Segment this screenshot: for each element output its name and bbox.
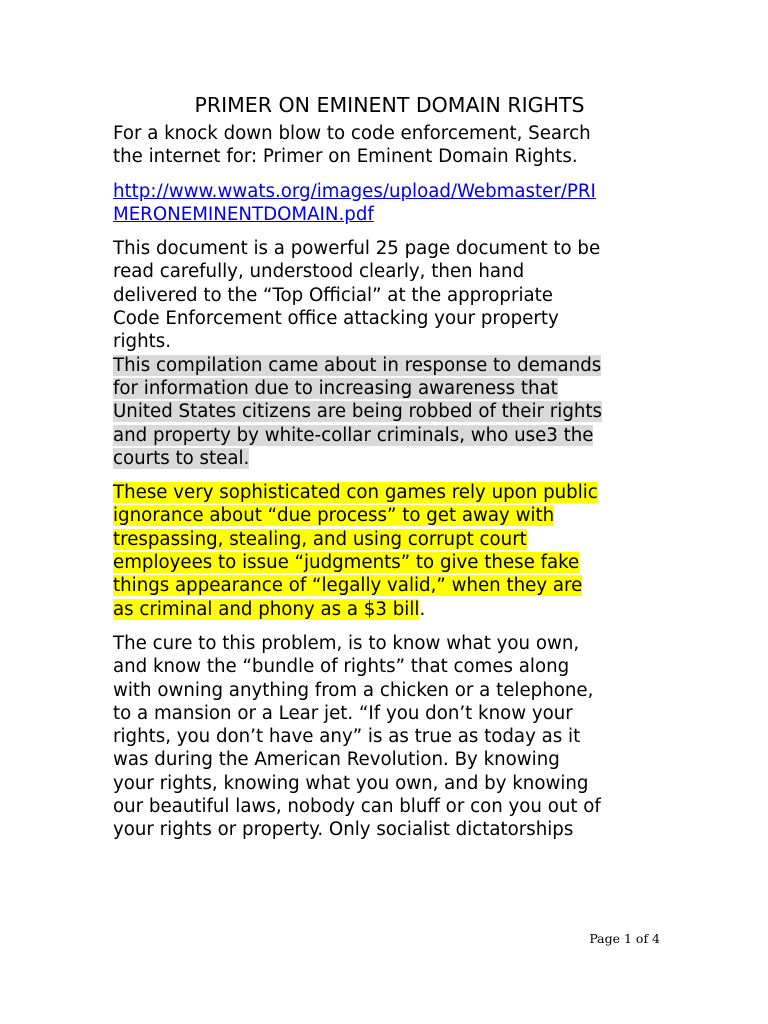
- con-games-period: .: [419, 598, 426, 620]
- yellow-highlighted-text: These very sophisticated con games rely upon public ignorance about “due process” to get away with trespassing, stealing, and using corrupt court employees to issue “judgments” to give these fake things appearance of “legally valid,” when they are as criminal and phony as a $3 bill: [113, 482, 598, 620]
- intro-paragraph: For a knock down blow to code enforcement, Search the internet for: Primer on Eminent Domain Rights.: [113, 123, 591, 168]
- cure-paragraph: The cure to this problem, is to know what you own, and know the “bundle of rights” that comes along with owning anything from a chicken or a telephone, to a mansion or a Lear jet. “If you don’t know your rights, you don’t have any” is as true as today as it was during the American Revolution. By knowing your rights, knowing what you own, and by knowing our beautiful laws, nobody can bluff or con you out of your rights or property. Only socialist dictatorships: [113, 632, 601, 841]
- con-games-paragraph: [113, 481, 658, 621]
- description-paragraph: This document is a powerful 25 page document to be read carefully, understood clearly, then hand delivered to the “Top Official” at the appropriate Code Enforcement office attacking your property rights.: [113, 238, 601, 353]
- compilation-paragraph: [113, 354, 658, 470]
- document-link[interactable]: http://www.wwats.org/images/upload/Webmaster/PRI MERONEMINENTDOMAIN.pdf: [113, 180, 596, 225]
- page-number: Page 1 of 4: [589, 931, 660, 946]
- gray-highlighted-text: This compilation came about in response to demands for information due to increasing awareness that United States citizens are being robbed of their rights and property by white-collar criminals, who use3 the courts to steal.: [113, 354, 603, 469]
- document-title: PRIMER ON EMINENT DOMAIN RIGHTS: [194, 93, 585, 117]
- document-body: [113, 92, 658, 853]
